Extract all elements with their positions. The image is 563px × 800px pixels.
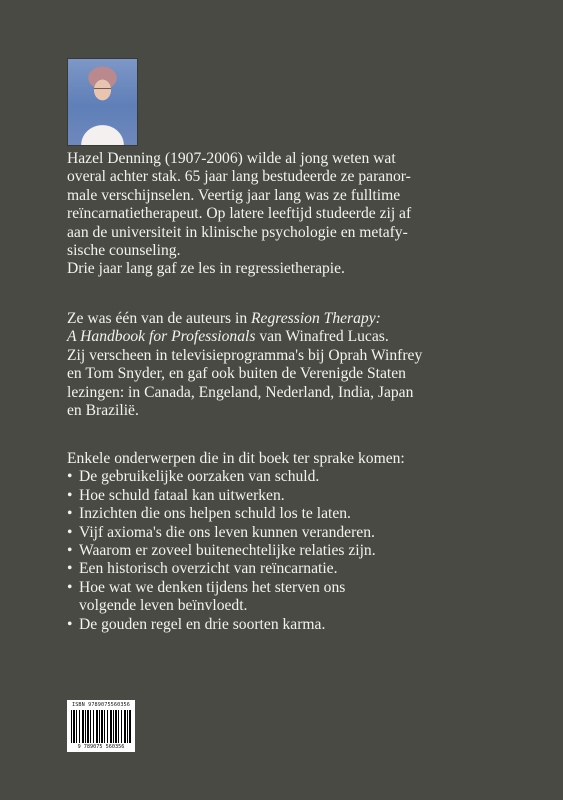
credits-line: en Brazilië. — [67, 402, 139, 420]
author-photo — [67, 58, 138, 146]
list-item — [67, 560, 497, 578]
list-item-text: De gebruikelijke oorzaken van schuld. — [79, 468, 320, 486]
bio-line: Hazel Denning (1907-2006) wilde al jong weten wat — [67, 150, 396, 167]
isbn-barcode — [67, 700, 135, 752]
list-item — [67, 524, 497, 542]
bullet-icon: • — [67, 486, 73, 504]
bio-line: male verschijnselen. Veertig jaar lang was ze fulltime — [67, 186, 401, 204]
list-item-continuation: volgende leven beïnvloedt. — [79, 597, 248, 615]
bullet-icon: • — [67, 560, 73, 578]
bullet-icon: • — [67, 542, 73, 560]
list-item-text: Hoe schuld fataal kan uitwerken. — [79, 486, 285, 504]
isbn-label: ISBN 9789075560356 — [71, 702, 131, 708]
bullet-icon: • — [67, 615, 73, 633]
bio-line: Drie jaar lang gaf ze les in regressietherapie. — [67, 260, 345, 278]
credits-line — [67, 328, 497, 346]
credits-line: en Tom Snyder, en gaf ook buiten de Verenigde Staten — [67, 365, 406, 383]
credits-line: lezingen: in Canada, Engeland, Nederland, India, Japan — [67, 383, 414, 401]
bio-line: reïncarnatietherapeut. Op latere leeftijd studeerde zij af — [67, 205, 412, 223]
topics-list — [67, 468, 497, 634]
bullet-icon: • — [67, 505, 73, 523]
list-item — [67, 542, 497, 560]
bio-line: overal achter stak. 65 jaar lang bestudeerde ze paranor- — [67, 168, 411, 186]
credits-line: Zij verscheen in televisieprogramma's bij Oprah Winfrey — [67, 346, 423, 364]
list-item — [67, 616, 497, 634]
bullet-icon: • — [67, 578, 73, 596]
barcode-bars — [71, 710, 131, 743]
bullet-icon: • — [67, 468, 73, 486]
list-item — [67, 468, 497, 486]
author-credits — [67, 310, 497, 420]
barcode-digits: 9 789075 560356 — [77, 744, 125, 750]
list-item-text: Hoe wat we denken tijdens het sterven ons — [79, 578, 346, 596]
bullet-icon: • — [67, 523, 73, 541]
topics-intro: Enkele onderwerpen die in dit boek ter sprake komen: — [67, 450, 405, 467]
credits-line — [67, 310, 497, 328]
list-item-text: Waarom er zoveel buitenechtelijke relaties zijn. — [79, 542, 376, 560]
credits-text: Ze was één van de auteurs in — [67, 310, 252, 327]
list-item-text: Vijf axioma's die ons leven kunnen veranderen. — [79, 523, 375, 541]
list-item — [67, 579, 497, 616]
author-bio — [67, 150, 497, 279]
bio-line: sische counseling. — [67, 242, 181, 260]
bio-line: aan de universiteit in klinische psychologie en metafy- — [67, 223, 408, 241]
list-item — [67, 505, 497, 523]
credits-text: van Winafred Lucas. — [255, 328, 389, 346]
topics-section — [67, 450, 497, 634]
list-item-text: Inzichten die ons helpen schuld los te laten. — [79, 505, 351, 523]
list-item — [67, 487, 497, 505]
glasses-shape — [94, 88, 111, 94]
book-title-part1: Regression Therapy: — [251, 310, 381, 327]
list-item-text: Een historisch overzicht van reïncarnatie. — [79, 560, 338, 578]
book-title-part2: A Handbook for Professionals — [67, 328, 256, 346]
list-item-text: De gouden regel en drie soorten karma. — [79, 615, 326, 633]
